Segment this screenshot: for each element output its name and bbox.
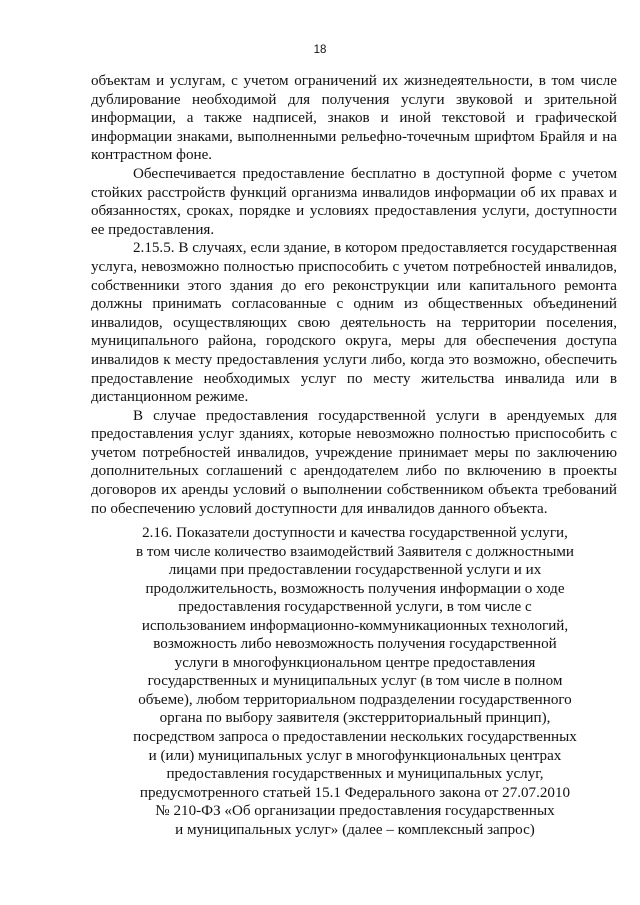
heading-line: и (или) муниципальных услуг в многофункциональных центрах — [148, 747, 562, 764]
heading-line: государственных и муниципальных услуг (в том числе в полном — [147, 673, 563, 690]
heading-line: объеме), любом территориальном подразделении государственного — [138, 691, 572, 708]
heading-line: 2.16. Показатели доступности и качества государственной услуги, — [142, 525, 568, 541]
heading-line: услуги в многофункциональном центре предоставления — [174, 654, 536, 671]
heading-line: и муниципальных услуг» (далее – комплексный запрос) — [175, 821, 535, 838]
document-body — [91, 72, 617, 518]
heading-line: № 210-ФЗ «Об организации предоставления государственных — [155, 803, 555, 820]
heading-line: предусмотренного статьей 15.1 Федерального закона от 27.07.2010 — [139, 784, 571, 801]
section-heading-2-16 — [110, 524, 600, 839]
heading-line: возможность либо невозможность получения государственной — [153, 636, 557, 653]
paragraph-2-15-5: 2.15.5. В случаях, если здание, в котором предоставляется государственная услуга, невозможно полностью приспособить с учетом потребностей инвалидов, собственники этого здания до его реконструкции или капитального ремонта должны принимать согласованные с одним из общественных объединений инвалидов, осуществляющих свою деятельность на территории поселения, муниципального района, городского округа, меры для обеспечения доступа инвалидов к месту предоставления услуги либо, когда это возможно, обеспечить предоставление необходимых услуг по месту жительства инвалида или в дистанционном режиме. — [91, 240, 617, 406]
paragraph-free-information: Обеспечивается предоставление бесплатно в доступной форме с учетом стойких расстройств функций организма инвалидов информации об их правах и обязанностях, сроках, порядке и условиях предоставления услуги, доступности ее предоставления. — [91, 165, 617, 238]
heading-line: посредством запроса о предоставлении нескольких государственных — [133, 729, 577, 746]
paragraph-continuation: объектам и услугам, с учетом ограничений их жизнедеятельности, в том числе дублирование необходимой для получения услуги звуковой и зрительной информации, а также надписей, знаков и иной текстовой и графической информации знаками, выполненными рельефно-точечным шрифтом Брайля и на контрастном фоне. — [91, 73, 617, 164]
heading-line: предоставления государственных и муниципальных услуг, — [166, 766, 544, 783]
heading-line: продолжительность, возможность получения информации о ходе — [145, 580, 565, 597]
heading-line: органа по выбору заявителя (экстерриториальный принцип), — [159, 710, 551, 727]
heading-line: предоставления государственной услуги, в том числе с — [178, 599, 532, 616]
heading-line: лицами при предоставлении государственной услуги и их — [168, 562, 542, 579]
heading-line: в том числе количество взаимодействий Заявителя с должностными — [136, 543, 574, 560]
heading-line: использованием информационно-коммуникационных технологий, — [141, 617, 569, 634]
page-number: 18 — [313, 44, 327, 56]
paragraph-rented-buildings: В случае предоставления государственной услуги в арендуемых для предоставления услуг зданиях, которые невозможно полностью приспособить с учетом потребностей инвалидов, учреждение принимает меры по заключению дополнительных соглашений с арендодателем либо по включению в проекты договоров их аренды условий о выполнении собственником объекта требований по обеспечению условий доступности для инвалидов данного объекта. — [91, 407, 617, 517]
